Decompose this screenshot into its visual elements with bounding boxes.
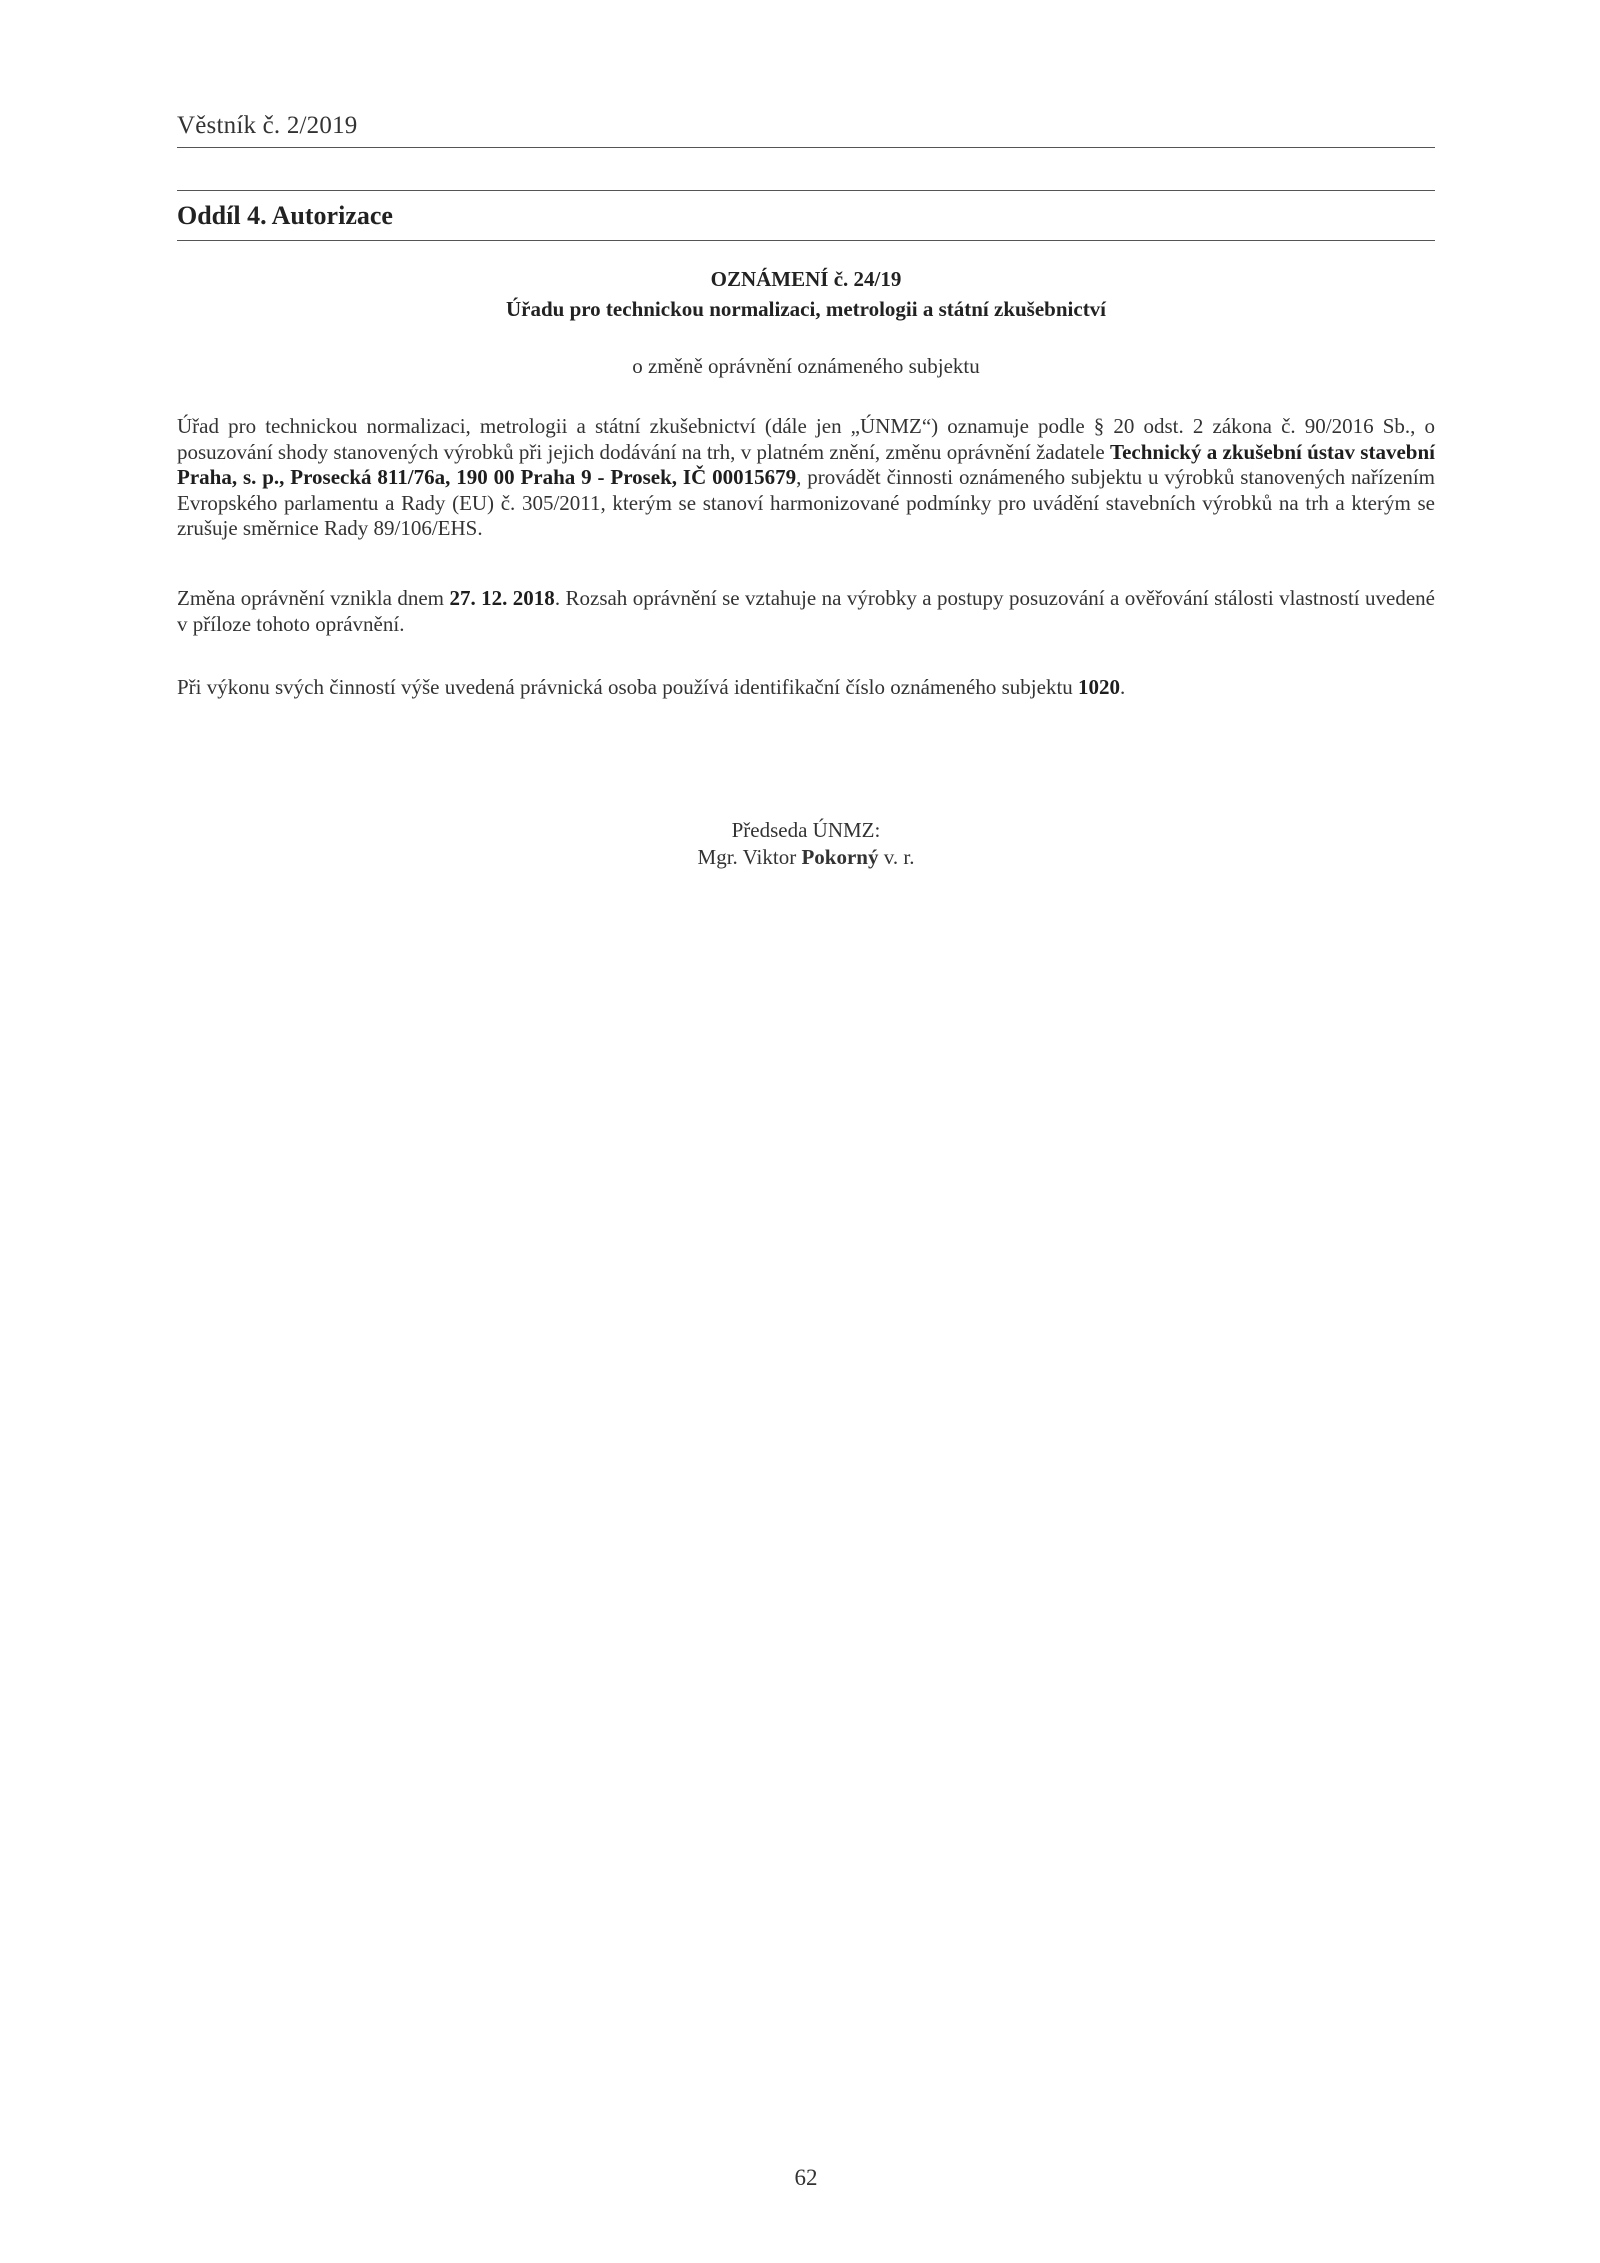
- running-header: Věstník č. 2/2019: [177, 112, 358, 139]
- signature-block: [177, 817, 1435, 871]
- paragraph-text: Změna oprávnění vznikla dnem: [177, 586, 450, 610]
- signature-suffix: v. r.: [878, 845, 915, 869]
- notice-subject: o změně oprávnění oznámeného subjektu: [632, 354, 980, 378]
- signature-prefix: Mgr. Viktor: [697, 845, 802, 869]
- applicant-name: Technický a zkušební ústav stavební Praha, s. p., Prosecká 811/76a, 190 00 Praha 9 - Prosek, IČ 00015679: [177, 439, 1435, 489]
- notice-issuer: Úřadu pro technickou normalizaci, metrologii a státní zkušebnictví: [505, 297, 1107, 321]
- paragraph-text: .: [1120, 675, 1126, 699]
- signature-role: Předseda ÚNMZ:: [731, 818, 881, 842]
- paragraph-authorization: [177, 414, 1435, 542]
- signature-surname: Pokorný: [801, 845, 879, 869]
- paragraph-text: . Rozsah oprávnění se vztahuje na výrobky a postupy posuzování a ověřování stálosti vlastností uvedené v příloze tohoto oprávnění.: [177, 586, 1435, 636]
- page-number: 62: [794, 2165, 818, 2190]
- identification-number: 1020: [1078, 675, 1121, 699]
- document-page: [177, 0, 1435, 2263]
- header-divider: [177, 147, 1435, 148]
- paragraph-text: Úřad pro technickou normalizaci, metrologii a státní zkušebnictví (dále jen „ÚNMZ“) oznamuje podle § 20 odst. 2 zákona č. 90/2016 Sb., o posuzování shody stanovených výrobků při jejich dodávání na trh, v platném znění, změnu oprávnění žadatele: [177, 414, 1435, 464]
- notice-number: OZNÁMENÍ č. 24/19: [710, 267, 902, 291]
- paragraph-change-date: [177, 586, 1435, 637]
- section-title: Oddíl 4. Autorizace: [177, 201, 393, 230]
- change-date: 27. 12. 2018: [449, 586, 555, 610]
- paragraph-text: Při výkonu svých činností výše uvedená právnická osoba používá identifikační číslo oznámeného subjektu: [177, 675, 1079, 699]
- signature-name: [177, 844, 1435, 871]
- paragraph-identification: [177, 675, 1435, 701]
- section-bottom-divider: [177, 240, 1435, 241]
- notice-heading: [177, 264, 1435, 324]
- section-top-divider: [177, 190, 1435, 191]
- paragraph-text: , provádět činnosti oznámeného subjektu u výrobků stanovených nařízením Evropského parlamentu a Rady (EU) č. 305/2011, kterým se stanoví harmonizované podmínky pro uvádění stavebních výrobků na trh a kterým se zrušuje směrnice Rady 89/106/EHS.: [177, 465, 1436, 540]
